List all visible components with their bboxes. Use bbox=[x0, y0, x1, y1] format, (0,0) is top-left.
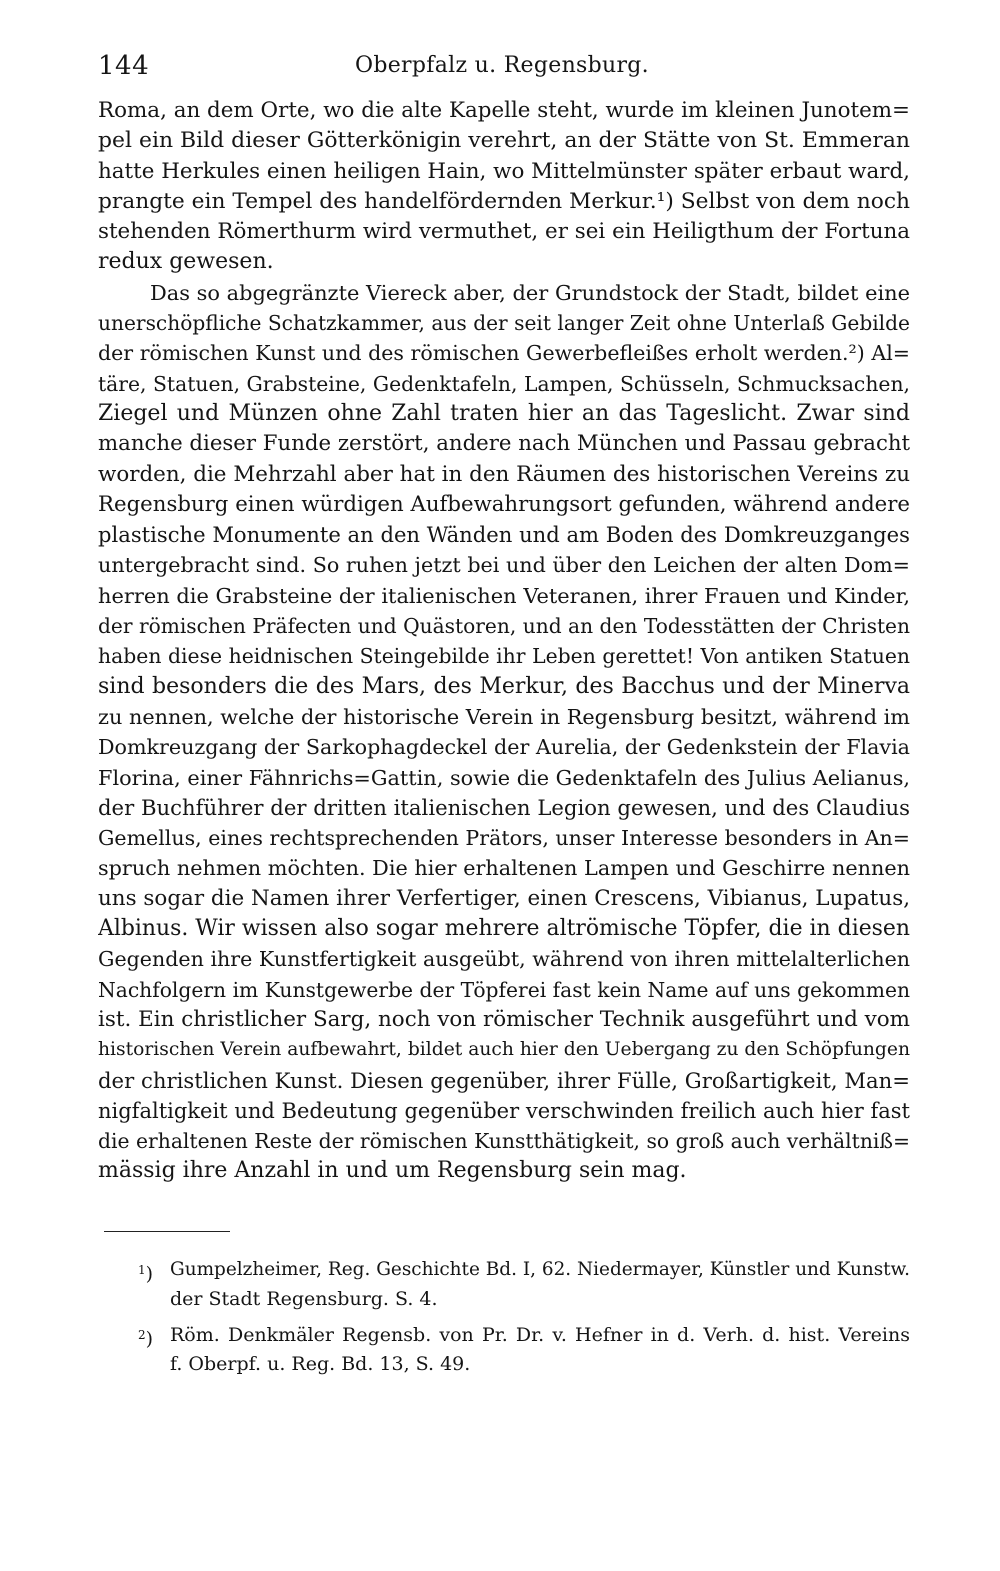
footnote bbox=[104, 1321, 910, 1378]
text-line: Regensburg einen würdigen Aufbewahrungsort gefunden, während andere bbox=[98, 491, 910, 517]
footnote-separator bbox=[104, 1231, 230, 1232]
text-line: haben diese heidnischen Steingebilde ihr Leben gerettet! Von antiken Statuen bbox=[98, 644, 910, 669]
footnote-line: f. Oberpf. u. Reg. Bd. 13, S. 49. bbox=[170, 1352, 471, 1375]
text-line: uns sogar die Namen ihrer Verfertiger, einen Crescens, Vibianus, Lupatus, bbox=[98, 885, 910, 911]
text-line: hatte Herkules einen heiligen Hain, wo Mittelmünster später erbaut ward, bbox=[98, 158, 910, 184]
text-line: zu nennen, welche der historische Verein in Regensburg besitzt, während im bbox=[98, 704, 910, 729]
text-line: der christlichen Kunst. Diesen gegenüber, ihrer Fülle, Großartigkeit, Man= bbox=[98, 1067, 910, 1093]
text-line: historischen Verein aufbewahrt, bildet auch hier den Uebergang zu den Schöpfungen bbox=[98, 1039, 910, 1061]
page-number: 144 bbox=[98, 51, 150, 81]
text-line: worden, die Mehrzahl aber hat in den Räumen des historischen Vereins zu bbox=[98, 461, 910, 487]
text-line: manche dieser Funde zerstört, andere nach München und Passau gebracht bbox=[98, 431, 910, 457]
text-line: Gemellus, eines rechtsprechenden Prätors, unser Interesse besonders in An= bbox=[98, 826, 910, 851]
footnote-mark: $^2$) bbox=[138, 1328, 154, 1350]
text-line: ist. Ein christlicher Sarg, noch von römischer Technik ausgeführt und vom bbox=[98, 1006, 910, 1032]
paragraph-start-line: Das so abgegränzte Viereck aber, der Grundstock der Stadt, bildet eine bbox=[150, 280, 910, 305]
text-line: redux gewesen. bbox=[98, 249, 274, 275]
footnote bbox=[104, 1256, 910, 1313]
text-line: der römischen Kunst und des römischen Gewerbefleißes erholt werden.²) Al= bbox=[98, 341, 910, 366]
text-line: Nachfolgern im Kunstgewerbe der Töpferei fast kein Name auf uns gekommen bbox=[98, 977, 910, 1002]
text-line: der Buchführer der dritten italienischen Legion gewesen, und des Claudius bbox=[98, 794, 910, 820]
footnotes bbox=[104, 1256, 910, 1378]
text-line: Gegenden ihre Kunstfertigkeit ausgeübt, während von ihren mittelalterlichen bbox=[98, 947, 910, 972]
text-line: sind besonders die des Mars, des Merkur, des Bacchus und der Minerva bbox=[98, 673, 910, 699]
running-head bbox=[98, 48, 906, 84]
text-line: unerschöpfliche Schatzkammer, aus der seit langer Zeit ohne Unterlaß Gebilde bbox=[98, 311, 910, 336]
footnote-line: der Stadt Regensburg. S. 4. bbox=[170, 1287, 438, 1310]
text-line: Domkreuzgang der Sarkophagdeckel der Aurelia, der Gedenkstein der Flavia bbox=[98, 735, 910, 760]
text-line: Florina, einer Fähnrichs=Gattin, sowie die Gedenktafeln des Julius Aelianus, bbox=[98, 765, 910, 790]
text-line: plastische Monumente an den Wänden und am Boden des Domkreuzganges bbox=[98, 522, 910, 548]
footnote-mark: $^1$) bbox=[138, 1263, 154, 1285]
text-line: stehenden Römerthurm wird vermuthet, er sei ein Heiligthum der Fortuna bbox=[98, 219, 910, 245]
text-line: herren die Grabsteine der italienischen Veteranen, ihrer Frauen und Kinder, bbox=[98, 583, 910, 608]
text-line: der römischen Präfecten und Quästoren, und an den Todesstätten der Christen bbox=[98, 614, 910, 639]
text-line: Ziegel und Münzen ohne Zahl traten hier an das Tageslicht. Zwar sind bbox=[98, 400, 910, 426]
text-line: Albinus. Wir wissen also sogar mehrere altrömische Töpfer, die in diesen bbox=[98, 916, 910, 942]
text-line: nigfaltigkeit und Bedeutung gegenüber verschwinden freilich auch hier fast bbox=[98, 1097, 910, 1123]
footnote-line: Gumpelzheimer, Reg. Geschichte Bd. I, 62. Niedermayer, Künstler und Kunstw. bbox=[170, 1259, 910, 1280]
text-line: Roma, an dem Orte, wo die alte Kapelle steht, wurde im kleinen Junotem= bbox=[98, 98, 910, 123]
text-line: prangte ein Tempel des handelfördernden Merkur.¹) Selbst von dem noch bbox=[98, 188, 910, 214]
text-line: mässig ihre Anzahl in und um Regensburg sein mag. bbox=[98, 1158, 687, 1184]
text-line: täre, Statuen, Grabsteine, Gedenktafeln, Lampen, Schüsseln, Schmucksachen, bbox=[98, 371, 910, 396]
main-text bbox=[98, 96, 910, 1187]
running-title: Oberpfalz u. Regensburg. bbox=[355, 53, 649, 78]
text-line: pel ein Bild dieser Götterkönigin verehrt, an der Stätte von St. Emmeran bbox=[98, 128, 910, 154]
text-line: spruch nehmen möchten. Die hier erhaltenen Lampen und Geschirre nennen bbox=[98, 856, 910, 881]
footnote-line: Röm. Denkmäler Regensb. von Pr. Dr. v. Hefner in d. Verh. d. hist. Vereins bbox=[170, 1324, 910, 1346]
text-line: die erhaltenen Reste der römischen Kunstthätigkeit, so groß auch verhältniß= bbox=[98, 1129, 910, 1154]
text-line: untergebracht sind. So ruhen jetzt bei und über den Leichen der alten Dom= bbox=[98, 553, 910, 578]
